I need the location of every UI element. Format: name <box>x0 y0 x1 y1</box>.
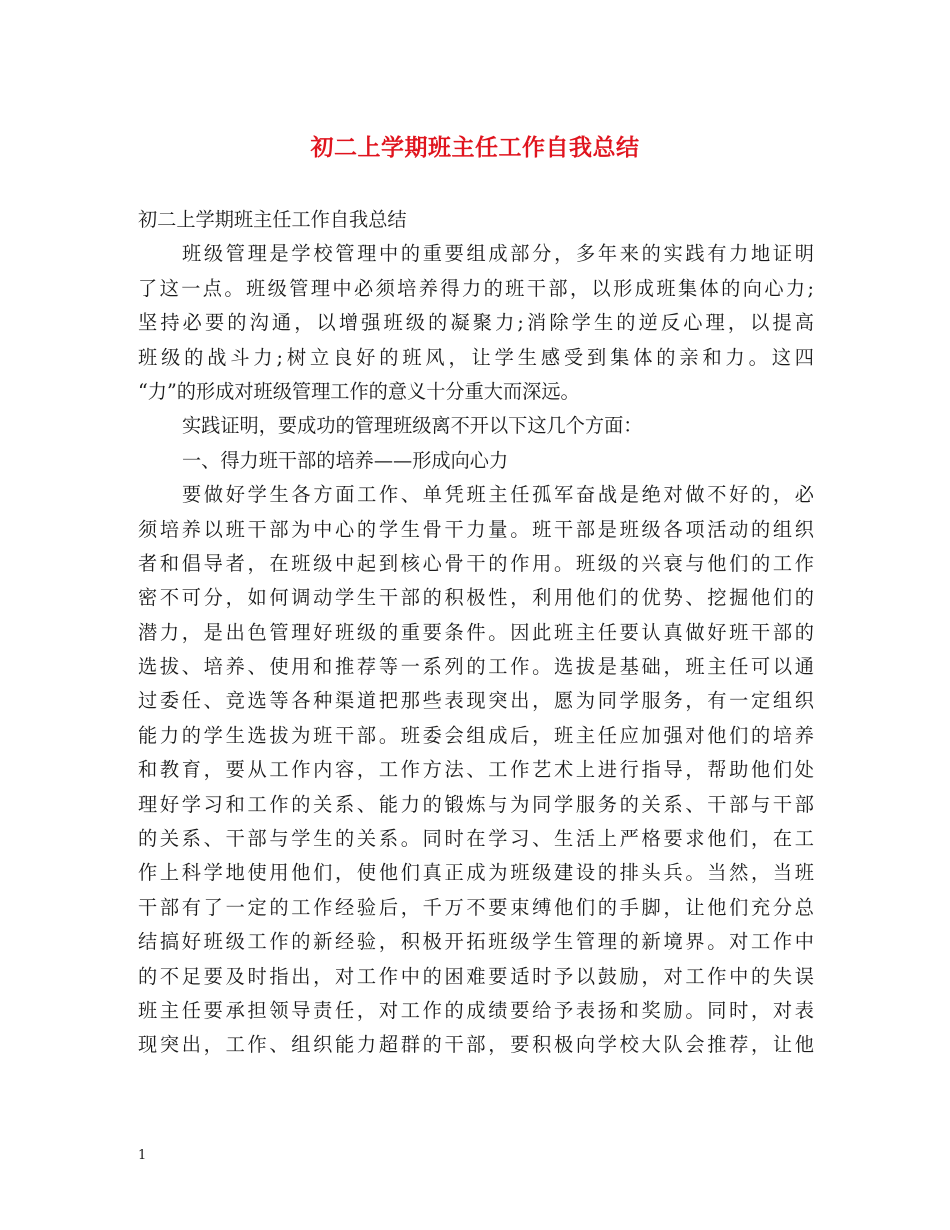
body-line: 结搞好班级工作的新经验，积极开拓班级学生管理的新境界。对工作中 <box>138 930 814 954</box>
body-line: 作上科学地使用他们，使他们真正成为班级建设的排头兵。当然，当班 <box>138 861 814 885</box>
body-line: 密不可分，如何调动学生干部的积极性，利用他们的优势、挖掘他们的 <box>138 586 814 610</box>
section-heading: 一、得力班干部的培养——形成向心力 <box>182 448 509 472</box>
body-line: 班级的战斗力;树立良好的班风，让学生感受到集体的亲和力。这四 <box>138 345 814 369</box>
body-line: 和教育，要从工作内容，工作方法、工作艺术上进行指导，帮助他们处 <box>138 758 814 782</box>
body-line: 坚持必要的沟通，以增强班级的凝聚力;消除学生的逆反心理，以提高 <box>138 311 814 335</box>
body-line: 选拔、培养、使用和推荐等一系列的工作。选拔是基础，班主任可以通 <box>138 655 814 679</box>
body-line: 实践证明，要成功的管理班级离不开以下这几个方面： <box>182 414 643 438</box>
body-line: 班主任要承担领导责任，对工作的成绩要给予表扬和奖励。同时，对表 <box>138 998 814 1022</box>
body-line: 现突出，工作、组织能力超群的干部，要积极向学校大队会推荐，让他 <box>138 1033 814 1057</box>
document-body <box>138 203 814 1063</box>
body-line: 须培养以班干部为中心的学生骨干力量。班干部是班级各项活动的组织 <box>138 517 814 541</box>
body-line: 要做好学生各方面工作、单凭班主任孤军奋战是绝对做不好的，必 <box>182 483 814 507</box>
body-line: 的关系、干部与学生的关系。同时在学习、生活上严格要求他们，在工 <box>138 827 814 851</box>
document-title: 初二上学期班主任工作自我总结 <box>310 134 640 161</box>
body-line: 潜力，是出色管理好班级的重要条件。因此班主任要认真做好班干部的 <box>138 620 814 644</box>
body-line: 干部有了一定的工作经验后，千万不要束缚他们的手脚，让他们充分总 <box>138 895 814 919</box>
body-line: 者和倡导者，在班级中起到核心骨干的作用。班级的兴衰与他们的工作 <box>138 551 814 575</box>
page-number: 1 <box>138 1148 147 1163</box>
body-line: “力”的形成对班级管理工作的意义十分重大而深远。 <box>138 379 580 403</box>
body-line: 能力的学生选拔为班干部。班委会组成后，班主任应加强对他们的培养 <box>138 723 814 747</box>
body-line: 理好学习和工作的关系、能力的锻炼与为同学服务的关系、干部与干部 <box>138 792 814 816</box>
body-line: 过委任、竞选等各种渠道把那些表现突出，愿为同学服务，有一定组织 <box>138 689 814 713</box>
body-line: 的不足要及时指出，对工作中的困难要适时予以鼓励，对工作中的失误 <box>138 964 814 988</box>
body-line: 班级管理是学校管理中的重要组成部分，多年来的实践有力地证明 <box>182 242 814 266</box>
body-line: 初二上学期班主任工作自我总结 <box>138 208 407 231</box>
body-line: 了这一点。班级管理中必须培养得力的班干部，以形成班集体的向心力; <box>138 276 814 300</box>
